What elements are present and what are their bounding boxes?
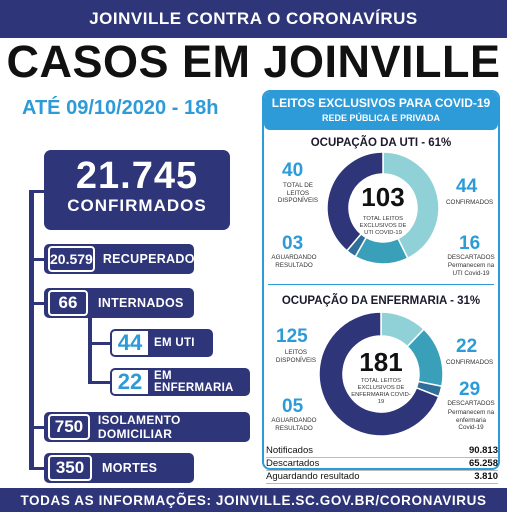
table-row — [266, 458, 498, 471]
uti-available-value: 40 — [282, 160, 304, 181]
connector-line — [88, 342, 112, 345]
ward-title: OCUPAÇÃO DA ENFERMARIA - 31% — [281, 295, 481, 307]
connector-line — [29, 258, 45, 261]
ward-label: EM ENFERMARIA — [148, 370, 248, 394]
uti-title: OCUPAÇÃO DA UTI - 61% — [310, 137, 452, 149]
footer-banner — [0, 488, 507, 512]
icu-value: 44 — [117, 330, 143, 355]
top-banner — [0, 0, 507, 38]
table-row — [266, 471, 498, 484]
table-cell-label: Aguardando resultado — [266, 471, 360, 482]
connector-line — [88, 381, 112, 384]
confirmed-label: CONFIRMADOS — [67, 196, 207, 215]
page-title: CASOS EM JOINVILLE — [6, 36, 501, 87]
table-cell-label: Notificados — [266, 445, 313, 456]
icu-card — [110, 329, 213, 357]
table-cell-value: 65.258 — [468, 458, 498, 469]
uti-available-label: TOTAL DE LEITOS DISPONÍVEIS — [277, 182, 319, 204]
hospitalized-label: INTERNADOS — [98, 296, 184, 310]
uti-awaiting-value: 03 — [282, 233, 304, 254]
recovered-card — [44, 244, 204, 274]
recovered-value: 20.579 — [48, 246, 95, 272]
uti-discarded-note: Permanecem na UTI Covid-19 — [447, 262, 495, 277]
confirmed-card — [44, 150, 230, 230]
deaths-label: MORTES — [102, 461, 158, 475]
ward-awaiting-value: 05 — [282, 396, 304, 417]
uti-total-label: TOTAL LEITOS EXCLUSIVOS DE UTI COVID-19 — [359, 216, 407, 236]
connector-line — [29, 467, 45, 470]
table-row — [266, 445, 498, 458]
ward-awaiting-label: AGUARDANDO RESULTADO — [271, 417, 317, 432]
ward-total-value: 181 — [359, 347, 403, 377]
ward-available-value: 125 — [276, 326, 308, 347]
table-cell-value: 3.810 — [474, 471, 498, 482]
connector-line — [29, 302, 45, 305]
uti-awaiting-label: AGUARDANDO RESULTADO — [271, 254, 317, 269]
uti-confirmed-value: 44 — [456, 176, 478, 197]
recovered-label: RECUPERADOS — [102, 252, 204, 266]
footer-text: TODAS AS INFORMAÇÕES: JOINVILLE.SC.GOV.BR/CORONAVIRUS — [20, 492, 487, 508]
deaths-value: 350 — [48, 455, 92, 481]
ward-confirmed-value: 22 — [456, 336, 478, 357]
ward-confirmed-label: CONFIRMADOS — [446, 359, 494, 366]
home-isolation-value: 750 — [48, 414, 90, 440]
table-cell-label: Descartados — [266, 458, 320, 469]
ward-card — [110, 368, 250, 396]
connector-line — [29, 190, 45, 193]
beds-panel-header — [264, 92, 498, 130]
ward-discarded-value: 29 — [459, 379, 481, 400]
panel-divider — [268, 284, 494, 285]
table-cell-value: 90.813 — [468, 445, 498, 456]
hospitalized-value: 66 — [48, 290, 88, 316]
connector-line — [88, 313, 92, 383]
icu-label: EM UTI — [148, 331, 211, 355]
hospitalized-card — [44, 288, 194, 318]
uti-discarded-value: 16 — [459, 233, 481, 254]
uti-discarded-label: DESCARTADOS — [447, 254, 495, 261]
beds-panel-title: LEITOS EXCLUSIVOS PARA COVID-19 — [271, 96, 491, 110]
home-isolation-label: ISOLAMENTO DOMICILIAR — [97, 413, 181, 441]
home-isolation-card — [44, 412, 250, 442]
top-banner-text: JOINVILLE CONTRA O CORONAVÍRUS — [89, 9, 418, 28]
ward-total-label: TOTAL LEITOS EXCLUSIVOS DE ENFERMARIA COVID-19 — [351, 378, 411, 405]
beds-panel-subtitle: REDE PÚBLICA E PRIVADA — [321, 113, 440, 123]
uti-confirmed-label: CONFIRMADOS — [446, 199, 494, 206]
ward-value: 22 — [117, 369, 143, 394]
uti-total-value: 103 — [361, 182, 405, 212]
confirmed-value: 21.745 — [75, 155, 199, 197]
ward-discarded-note: Permanecem na enfermaria Covid-19 — [447, 409, 495, 431]
connector-line — [29, 426, 45, 429]
ward-available-label: LEITOS DISPONÍVEIS — [275, 349, 317, 364]
deaths-card — [44, 453, 194, 483]
report-date: ATÉ 09/10/2020 - 18h — [22, 97, 219, 119]
ward-discarded-label: DESCARTADOS — [447, 400, 495, 407]
